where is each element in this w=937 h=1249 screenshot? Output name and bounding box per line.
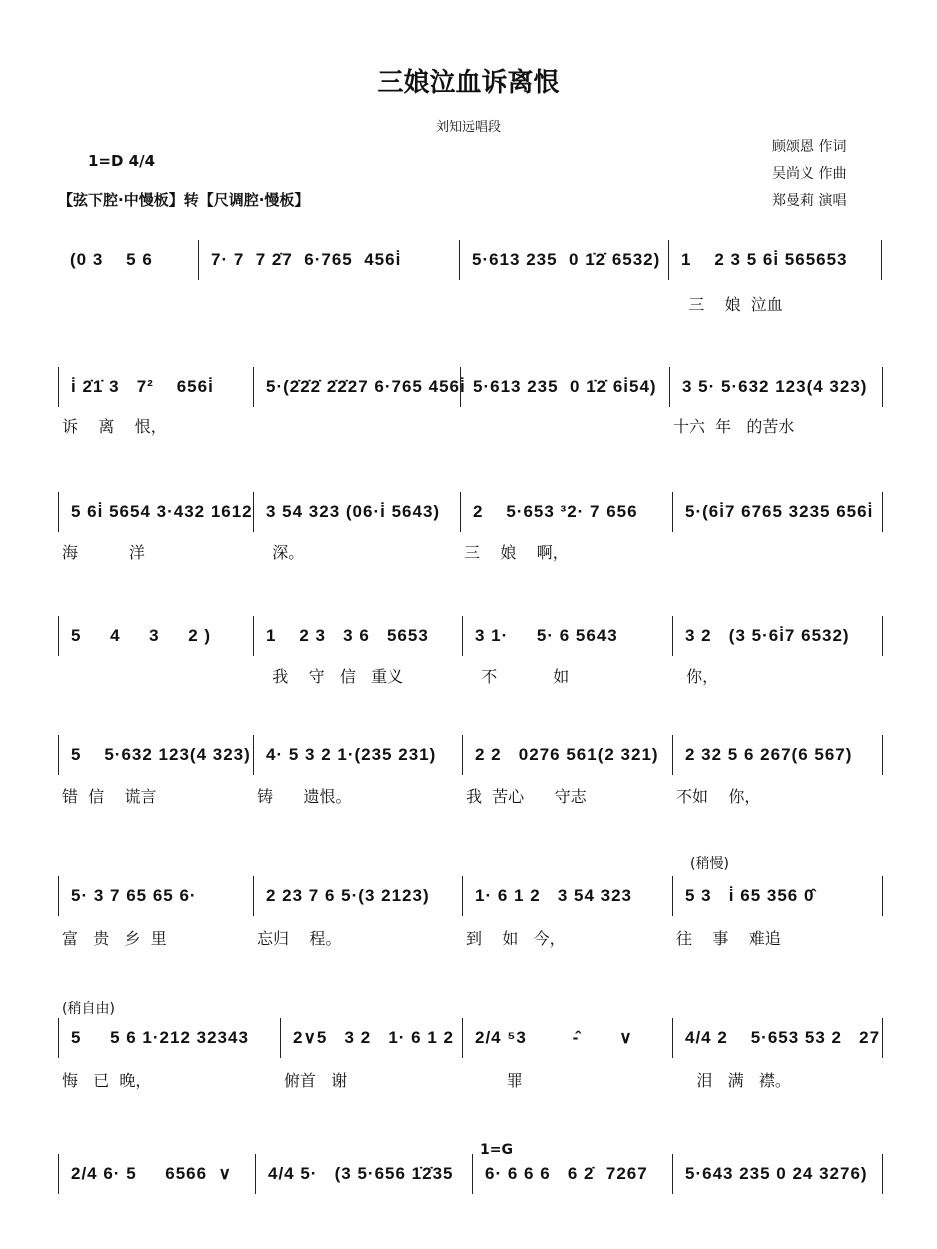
credit-performer: 郑曼莉 演唱 <box>772 193 847 209</box>
measure: 2/4 6· 5 6566 ∨ <box>59 1154 256 1194</box>
lyric-text: 俯首 谢 <box>284 1071 348 1090</box>
staff-row <box>58 735 885 775</box>
lyric-text: 不如 你， <box>676 787 761 806</box>
measure: 2∨5 3 2 1· 6 1 2 <box>281 1018 463 1058</box>
measure: 5·643 235 0 24 3276) <box>673 1154 883 1194</box>
measure: 1 2 3 5 6i̇ 565653 <box>669 240 882 280</box>
lyric-text: 十六 年 的苦水 <box>673 417 795 436</box>
lyric-text: 我 守 信 重义 <box>257 667 404 686</box>
lyric-text: 到 如 今， <box>466 929 566 948</box>
lyric-text: 我 苦心 守志 <box>466 787 587 806</box>
lyric-text <box>460 414 669 437</box>
lyrics-row <box>58 292 884 315</box>
staff-row <box>58 492 885 532</box>
annotation-free: (稍自由) <box>62 1001 115 1017</box>
annotation-slow: (稍慢) <box>690 856 729 872</box>
lyric-text: 不 如 <box>466 667 570 686</box>
measure: 5 6i̇ 5654 3·432 1612 <box>59 492 254 532</box>
measure: 5 4 3 2 ) <box>59 616 254 656</box>
score-title: 三娘泣血诉离恨 <box>377 68 560 98</box>
lyric-text <box>58 292 199 315</box>
measure: 1· 6 1 2 3 54 323 <box>463 876 673 916</box>
lyric-text <box>58 664 253 687</box>
lyric-text: 三 娘 啊， <box>464 543 569 562</box>
measure: 6· 6 6 6 6 2̇ 7267 <box>473 1154 673 1194</box>
lyric-text <box>672 540 882 563</box>
measure: 5· 3 7 65 65 6· <box>59 876 254 916</box>
lyric-text <box>460 292 669 315</box>
lyrics-row <box>58 784 884 807</box>
lyrics-row <box>58 664 884 687</box>
lyric-text <box>253 414 460 437</box>
measure: 2 32 5 6 267(6 567) <box>673 735 883 775</box>
lyric-text: 诉 离 恨， <box>62 417 167 436</box>
credit-composer: 吴尚义 作曲 <box>772 166 847 182</box>
lyric-text: 铸 遗恨。 <box>257 787 352 806</box>
measure: 5 5·632 123(4 323) <box>59 735 254 775</box>
staff-row <box>58 1154 885 1194</box>
lyric-text: 罪 <box>466 1071 523 1090</box>
score-subtitle: 刘知远唱段 <box>435 120 501 135</box>
measure: 4/4 2 5·653 53 2 27 <box>673 1018 883 1058</box>
measure: 2 23 7 6 5·(3 2123) <box>254 876 463 916</box>
lyric-text: 深。 <box>257 543 305 562</box>
measure: 2 2 0276 561(2 321) <box>463 735 673 775</box>
staff-row <box>58 367 885 407</box>
lyrics-row <box>58 414 884 437</box>
measure: 5·613 235 0 1̇2̇ 6i̇54) <box>461 367 670 407</box>
lyric-text <box>199 292 460 315</box>
lyric-text: 往 事 难追 <box>676 929 781 948</box>
measure: 3 54 323 (06·i̇ 5643) <box>254 492 461 532</box>
lyric-text: 悔 已 晚， <box>62 1071 152 1090</box>
lyric-text: 三 娘 泣血 <box>673 295 783 314</box>
lyric-text: 泪 满 襟。 <box>676 1071 791 1090</box>
measure: 3 1· 5· 6 5643 <box>463 616 673 656</box>
measure: 7· 7 7 2̇7 6·765 456i̇ <box>199 240 460 280</box>
measure: 2 5·653 ³2· 7 656 <box>461 492 673 532</box>
lyric-text: 错 信 谎言 <box>62 787 157 806</box>
tempo-marking: 【弦下腔·中慢板】转【尺调腔·慢板】 <box>58 191 310 209</box>
key-signature: 1=D 4/4 <box>88 152 156 170</box>
measure: 3 5· 5·632 123(4 323) <box>670 367 883 407</box>
measure: 5·613 235 0 1̇2̇ 6532) <box>460 240 669 280</box>
measure: 3 2 (3 5·6i̇7 6532) <box>673 616 883 656</box>
staff-row <box>58 876 885 916</box>
lyric-text: 富 贵 乡 里 <box>62 929 167 948</box>
measure: (0 3 5 6 <box>58 240 199 280</box>
measure: 4/4 5· (3 5·656 1̇2̇35 <box>256 1154 473 1194</box>
staff-row <box>58 616 885 656</box>
measure: 2/4 ⁵3 -̂ ∨ <box>463 1018 673 1058</box>
staff-row <box>58 240 884 280</box>
measure: 5·(2̇2̇2̇ 2̇2̇27 6·765 456i̇ <box>254 367 461 407</box>
annotation-key-change: 1=G <box>480 1142 513 1158</box>
lyrics-row <box>58 540 884 563</box>
staff-row <box>58 1018 885 1058</box>
lyric-text: 海 洋 <box>62 543 145 562</box>
measure: 1 2 3 3 6 5653 <box>254 616 463 656</box>
credit-lyricist: 顾颂恩 作词 <box>772 139 847 155</box>
lyric-text: 你， <box>676 667 719 686</box>
lyrics-row <box>58 1068 884 1091</box>
measure: 5 3 i̇ 65 356 0̂ <box>673 876 883 916</box>
lyric-text: 忘归 程。 <box>257 929 342 948</box>
measure: i̇ 2̇1̇ 3 7² 656i̇ <box>59 367 254 407</box>
measure: 5·(6i̇7 6765 3235 656i̇ <box>673 492 883 532</box>
measure: 4· 5 3 2 1·(235 231) <box>254 735 463 775</box>
measure: 5 5 6 1·212 32343 <box>59 1018 281 1058</box>
lyrics-row <box>58 926 884 949</box>
